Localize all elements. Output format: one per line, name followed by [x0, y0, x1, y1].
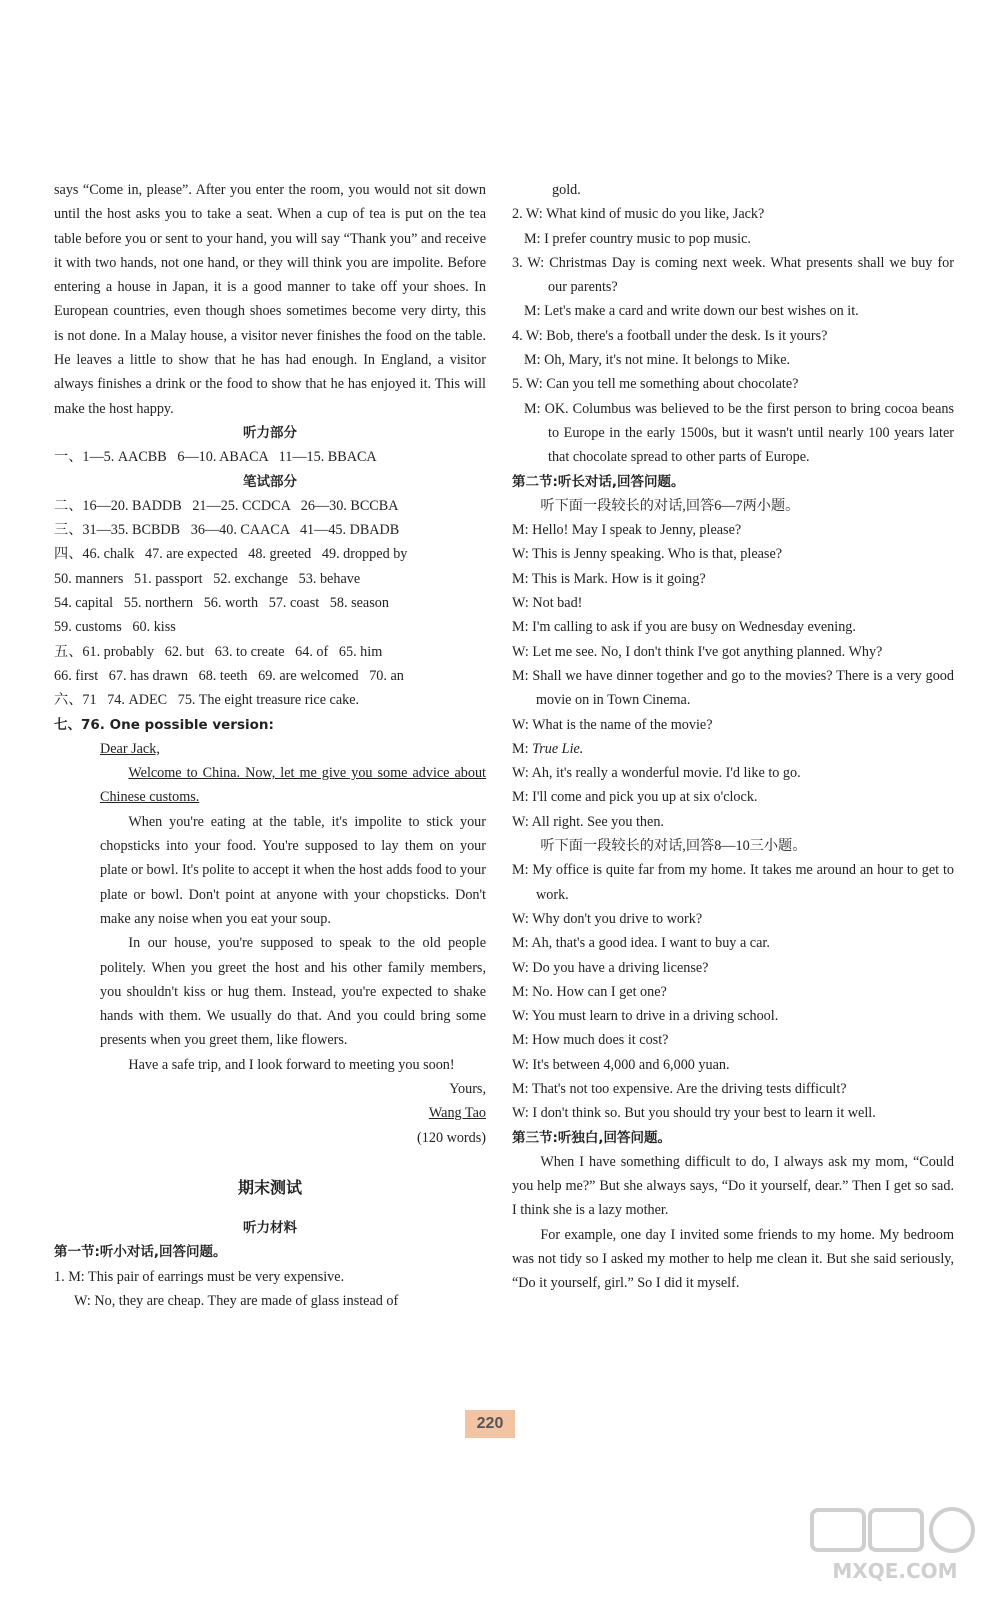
section-heading: 第二节:听长对话,回答问题。	[512, 473, 685, 490]
listening-heading: 听力部分	[243, 424, 297, 441]
dialog-line: M: How much does it cost?	[512, 1032, 669, 1049]
dialog-line: W: Let me see. No, I don't think I've got anything planned. Why?	[512, 643, 883, 660]
dialog-line: M: Let's make a card and write down our best wishes on it.	[524, 303, 859, 320]
dialog-line: M: This is Mark. How is it going?	[512, 570, 706, 587]
dialog-line: W: I don't think so. But you should try your best to learn it well.	[512, 1105, 876, 1122]
dialog-line: W: No, they are cheap. They are made of glass instead of	[74, 1293, 399, 1310]
letter-closing: Yours,	[449, 1080, 486, 1097]
answer-line: 59. customs 60. kiss	[54, 619, 176, 636]
letter-paragraph: When you're eating at the table, it's impolite to stick your chopsticks into your food. You're supposed to lay them on your plate or bowl. It's polite to accept it when the host adds food to your plate or bowl. Don't point at anyone with your chopsticks. Don't make any noise when you eat your soup.	[100, 813, 486, 927]
letter-paragraph: Welcome to China. Now, let me give you some advice about Chinese customs.	[100, 765, 486, 806]
dialog-line: W: This is Jenny speaking. Who is that, please?	[512, 546, 783, 563]
dialog-line: 4. W: Bob, there's a football under the desk. Is it yours?	[512, 327, 828, 344]
right-column	[512, 178, 954, 1296]
answer-line: 66. first 67. has drawn 68. teeth 69. are welcomed 70. an	[54, 667, 404, 684]
answer-line: 六、71 74. ADEC 75. The eight treasure rice cake.	[54, 692, 360, 709]
movie-title: True Lie.	[532, 740, 584, 757]
answer-line: 二、16—20. BADDB 21—25. CCDCA 26—30. BCCBA	[54, 497, 399, 514]
section-heading: 第一节:听小对话,回答问题。	[54, 1244, 227, 1261]
letter-paragraph: In our house, you're supposed to speak to the old people politely. When you greet the host and his other family members, you shouldn't kiss or hug them. Instead, you're expected to shake hands with them. We usually do that. And you could bring some presents when you greet them, like flowers.	[100, 935, 486, 1049]
test-title: 期末测试	[237, 1177, 302, 1197]
dialog-line	[512, 737, 954, 761]
letter-greeting: Dear Jack,	[100, 740, 160, 757]
dialog-line: M: I prefer country music to pop music.	[524, 230, 751, 247]
page-number: 220	[465, 1410, 515, 1438]
intro-paragraph: says “Come in, please”. After you enter the room, you would not sit down until the host asks you to take a seat. When a cup of tea is put on the tea table before you or sent to your hand, you will say “Thank you” and receive it with two hands, not one hand, or they will think you are impolite. Before entering a house in Japan, it is a good manner to take off your shoes. In European countries, even though shoes sometimes become very dirty, this is not done. In a Malay house, a visitor never finishes the food on the table. He leaves a little to show that he has had enough. In England, a visitor always finishes a drink or the food to show that he has enjoyed it. This will make the host happy.	[54, 182, 486, 417]
section-heading: 第三节:听独白,回答问题。	[512, 1129, 672, 1146]
dialog-line: M: Shall we have dinner together and go to the movies? There is a very good movie on in Town Cinema.	[512, 667, 954, 709]
dialog-line: M: No. How can I get one?	[512, 983, 667, 1000]
dialog-line: 1. M: This pair of earrings must be very expensive.	[54, 1268, 345, 1285]
monologue-paragraph: When I have something difficult to do, I always ask my mom, “Could you help me?” But she always says, “Do it yourself, dear.” Then I get so sad. I think she is a lazy mother.	[512, 1153, 954, 1219]
monologue-paragraph: For example, one day I invited some friends to my home. My bedroom was not tidy so I asked my mother to help me clean it. But she said seriously, “Do it yourself, girl.” So I did it myself.	[512, 1226, 954, 1292]
dialog-line: 5. W: Can you tell me something about chocolate?	[512, 376, 799, 393]
written-heading: 笔试部分	[243, 473, 297, 490]
watermark-text: MXQE.COM	[832, 1559, 958, 1583]
letter-paragraph: Have a safe trip, and I look forward to meeting you soon!	[128, 1056, 455, 1073]
instruction: 听下面一段较长的对话,回答6—7两小题。	[540, 497, 800, 514]
dialog-line: M: I'm calling to ask if you are busy on Wednesday evening.	[512, 619, 856, 636]
dialog-line: W: All right. See you then.	[512, 813, 664, 830]
left-column	[54, 178, 486, 1313]
answer-line: 三、31—35. BCBDB 36—40. CAACA 41—45. DBADB	[54, 522, 400, 539]
word-count: (120 words)	[417, 1129, 486, 1146]
dialog-line: M: Hello! May I speak to Jenny, please?	[512, 522, 742, 539]
dialog-line: W: You must learn to drive in a driving school.	[512, 1008, 779, 1025]
dialog-line: W: Ah, it's really a wonderful movie. I'd like to go.	[512, 765, 801, 782]
listening-answers: 一、1—5. AACBB 6—10. ABACA 11—15. BBACA	[54, 449, 377, 466]
answer-line: 五、61. probably 62. but 63. to create 64. of 65. him	[54, 643, 383, 660]
instruction: 听下面一段较长的对话,回答8—10三小题。	[540, 838, 807, 855]
answer-line: 四、46. chalk 47. are expected 48. greeted 49. dropped by	[54, 546, 408, 563]
dialog-line: M: Ah, that's a good idea. I want to buy a car.	[512, 935, 770, 952]
material-heading: 听力材料	[243, 1220, 297, 1237]
dialog-line: M: That's not too expensive. Are the driving tests difficult?	[512, 1080, 847, 1097]
dialog-line: W: It's between 4,000 and 6,000 yuan.	[512, 1056, 730, 1073]
watermark-logo	[810, 1506, 980, 1586]
answer-line: 50. manners 51. passport 52. exchange 53. behave	[54, 570, 361, 587]
dialog-line: M: Oh, Mary, it's not mine. It belongs to Mike.	[524, 352, 791, 369]
dialog-line: gold.	[552, 182, 581, 198]
writing-label: 七、76. One possible version:	[54, 716, 274, 733]
letter-signature: Wang Tao	[428, 1105, 486, 1122]
dialog-line: W: Not bad!	[512, 595, 583, 612]
dialog-line: M: I'll come and pick you up at six o'clock.	[512, 789, 758, 806]
speaker-label: M:	[512, 740, 533, 757]
dialog-line: 3. W: Christmas Day is coming next week. What presents shall we buy for our parents?	[512, 254, 954, 296]
sample-letter	[54, 737, 486, 1150]
dialog-line: W: What is the name of the movie?	[512, 716, 713, 733]
dialog-line: W: Why don't you drive to work?	[512, 910, 703, 927]
dialog-line: M: OK. Columbus was believed to be the first person to bring cocoa beans to Europe in the early 1500s, but it wasn't until nearly 100 years later that chocolate spread to other parts of Europe.	[524, 400, 954, 466]
dialog-line: M: My office is quite far from my home. It takes me around an hour to get to work.	[512, 862, 954, 903]
dialog-line: 2. W: What kind of music do you like, Jack?	[512, 206, 765, 223]
dialog-line: W: Do you have a driving license?	[512, 959, 709, 976]
answer-line: 54. capital 55. northern 56. worth 57. coast 58. season	[54, 595, 389, 612]
